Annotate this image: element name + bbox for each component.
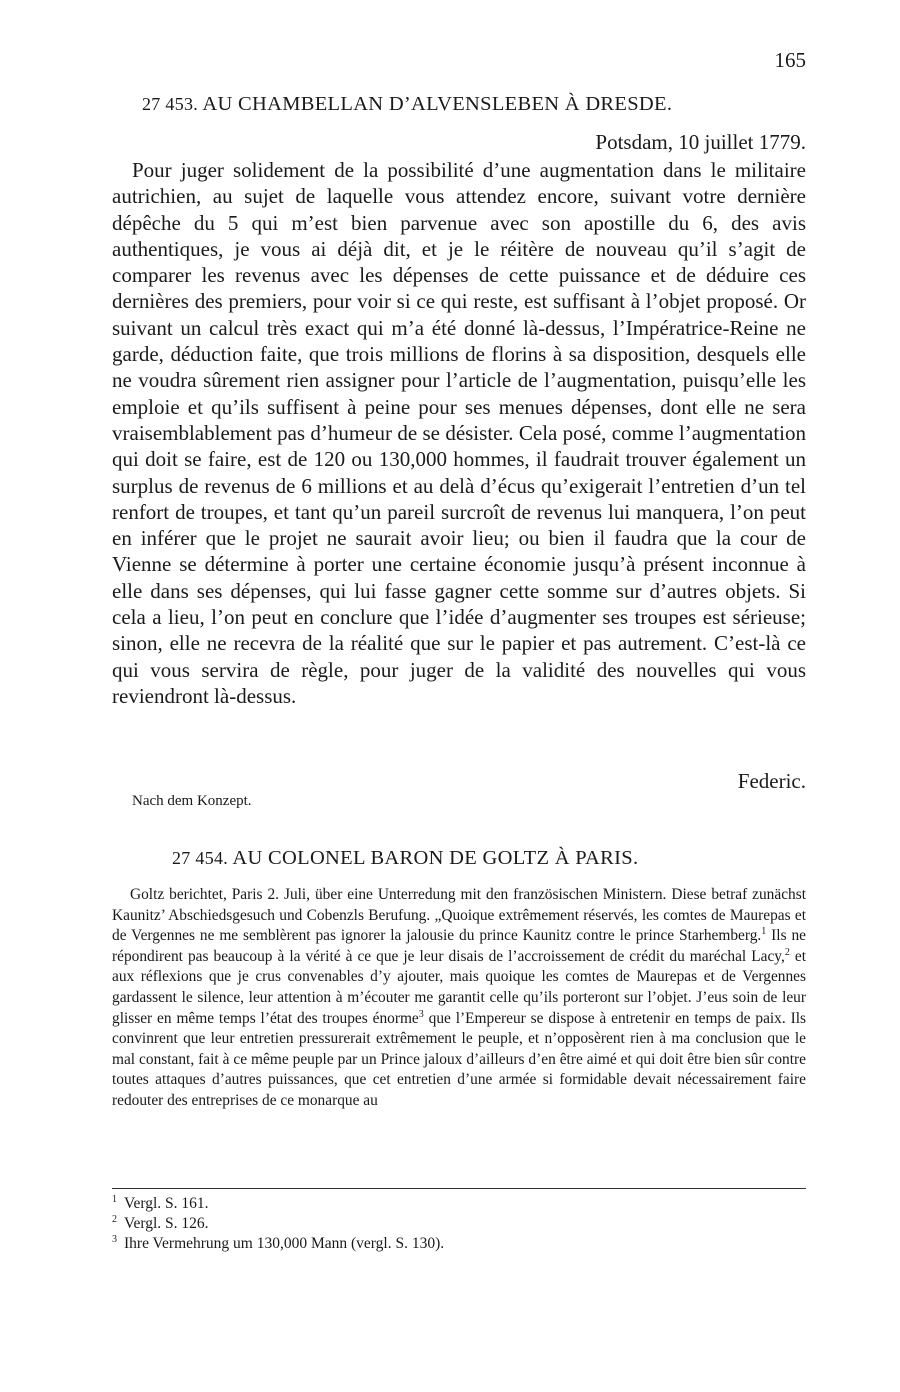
letter-1-number: 27 453. [142,94,199,114]
letter-1-body: Pour juger solidement de la possibilité d’une augmentation dans le militaire autrichien, au sujet de laquelle vous attendez encore, suivant votre dernière dépêche du 5 qui m’est bien parvenue avec son apostille du 6, des avis authentiques, je vous ai déjà dit, et je le réitère de nouveau qu’il s’agit de comparer les revenus avec les dépenses de cette puissance et de déduire ces dernières des premiers, pour voir si ce qui reste, est suffisant à l’objet proposé. Or suivant un calcul très exact qui m’a été donné là-dessus, l’Impératrice-Reine ne garde, déduction faite, que trois millions de florins à sa disposition, desquels elle ne voudra sûrement rien assigner pour l’article de l’augmentation, puisqu’elle les emploie et qu’ils suffisent à peine pour ses menues dépenses, dont elle ne sera vraisemblablement pas d’humeur de se désister. Cela posé, comme l’augmentation qui doit se faire, est de 120 ou 130,000 hommes, il faudrait trouver également un surplus de revenus de 6 millions et au delà d’écus qu’exigerait l’entretien d’un tel renfort de troupes, et tant qu’un pareil surcroît de revenus lui manquera, l’on peut en inférer que le projet ne saurait avoir lieu; ou bien il faudra que la cour de Vienne se détermine à porter une certaine économie jusqu’à présent inconnue à elle dans ses dépenses, qui lui fasse gagner cette somme sur d’autres objets. Si cela a lieu, l’on peut en conclure que l’idée d’augmenter ses troupes est sérieuse; sinon, elle ne recevra de la réalité que sur le papier et pas autrement. C’est-là ce qui vous servira de règle, pour juger de la validité des nouvelles qui vous reviendront là-dessus. [112,158,806,708]
footnote-mark: 3 [112,1234,117,1245]
footnote [112,1214,806,1234]
letter-2-summary [112,885,806,1112]
summary-text-3: et aux réflexions que je crus convenables d’y ajouter, mais quoique les comtes de Maurepas et de Vergennes gardassent le silence, leur attention à m’écouter me garantit celle qu’ils porteront sur l’objet. J’eus soin de leur glisser en même temps l’état des troupes énorme [112,947,806,1027]
source-note: Nach dem Konzept. [132,793,252,809]
footnote-text: Vergl. S. 126. [124,1215,209,1232]
footnote [112,1234,806,1254]
page-number: 165 [774,48,806,72]
letter-1-signature: Federic. [737,769,806,793]
letter-2-number: 27 454. [172,848,229,868]
summary-text-4: que l’Empereur se dispose à entretenir en temps de paix. Ils convinrent que leur entretien pressurerait extrêmement le peuple, et n’opposèrent rien à ma conclusion que le mal constant, fait à ce même peuple par un Prince jaloux d’ailleurs d’en être aimé et qui doit être bien sûr contre toutes attaques d’autres puissances, que cet entretien d’une armée si formidable devait nécessairement faire redouter des entreprises de ce monarque au [112,1009,806,1109]
footnotes [112,1194,806,1254]
letter-1-title: AU CHAMBELLAN D’ALVENSLEBEN À DRESDE. [202,93,673,115]
letter-1-heading [142,93,802,116]
summary-text-2: Ils ne répondirent pas beaucoup à la vérité à ce que je leur disais de l’accroissement de crédit du maréchal Lacy, [112,927,806,965]
footnote-mark: 1 [112,1194,117,1205]
footnote-mark: 2 [112,1214,117,1225]
summary-text-1: Goltz berichtet, Paris 2. Juli, über eine Unterredung mit den französischen Ministern. Diese betraf zunächst Kaunitz’ Abschiedsgesuch und Cobenzls Berufung. „Quoique extrêmement réservés, les comtes de Maurepas et de Vergennes ne me semblèrent pas ignorer la jalousie du prince Kaunitz contre le prince Starhemberg. [112,886,806,945]
footnote-ref-1: 1 [761,926,767,938]
letter-2-heading [172,847,812,870]
letter-1-dateline: Potsdam, 10 juillet 1779. [595,130,806,154]
footnote-divider [112,1188,806,1189]
footnote [112,1194,806,1214]
footnote-text: Vergl. S. 161. [124,1195,209,1212]
footnote-ref-3: 3 [418,1008,424,1020]
footnote-ref-2: 2 [784,946,790,958]
footnote-text: Ihre Vermehrung um 130,000 Mann (vergl. S. 130). [124,1235,445,1252]
letter-2-title: AU COLONEL BARON DE GOLTZ À PARIS. [232,847,639,869]
